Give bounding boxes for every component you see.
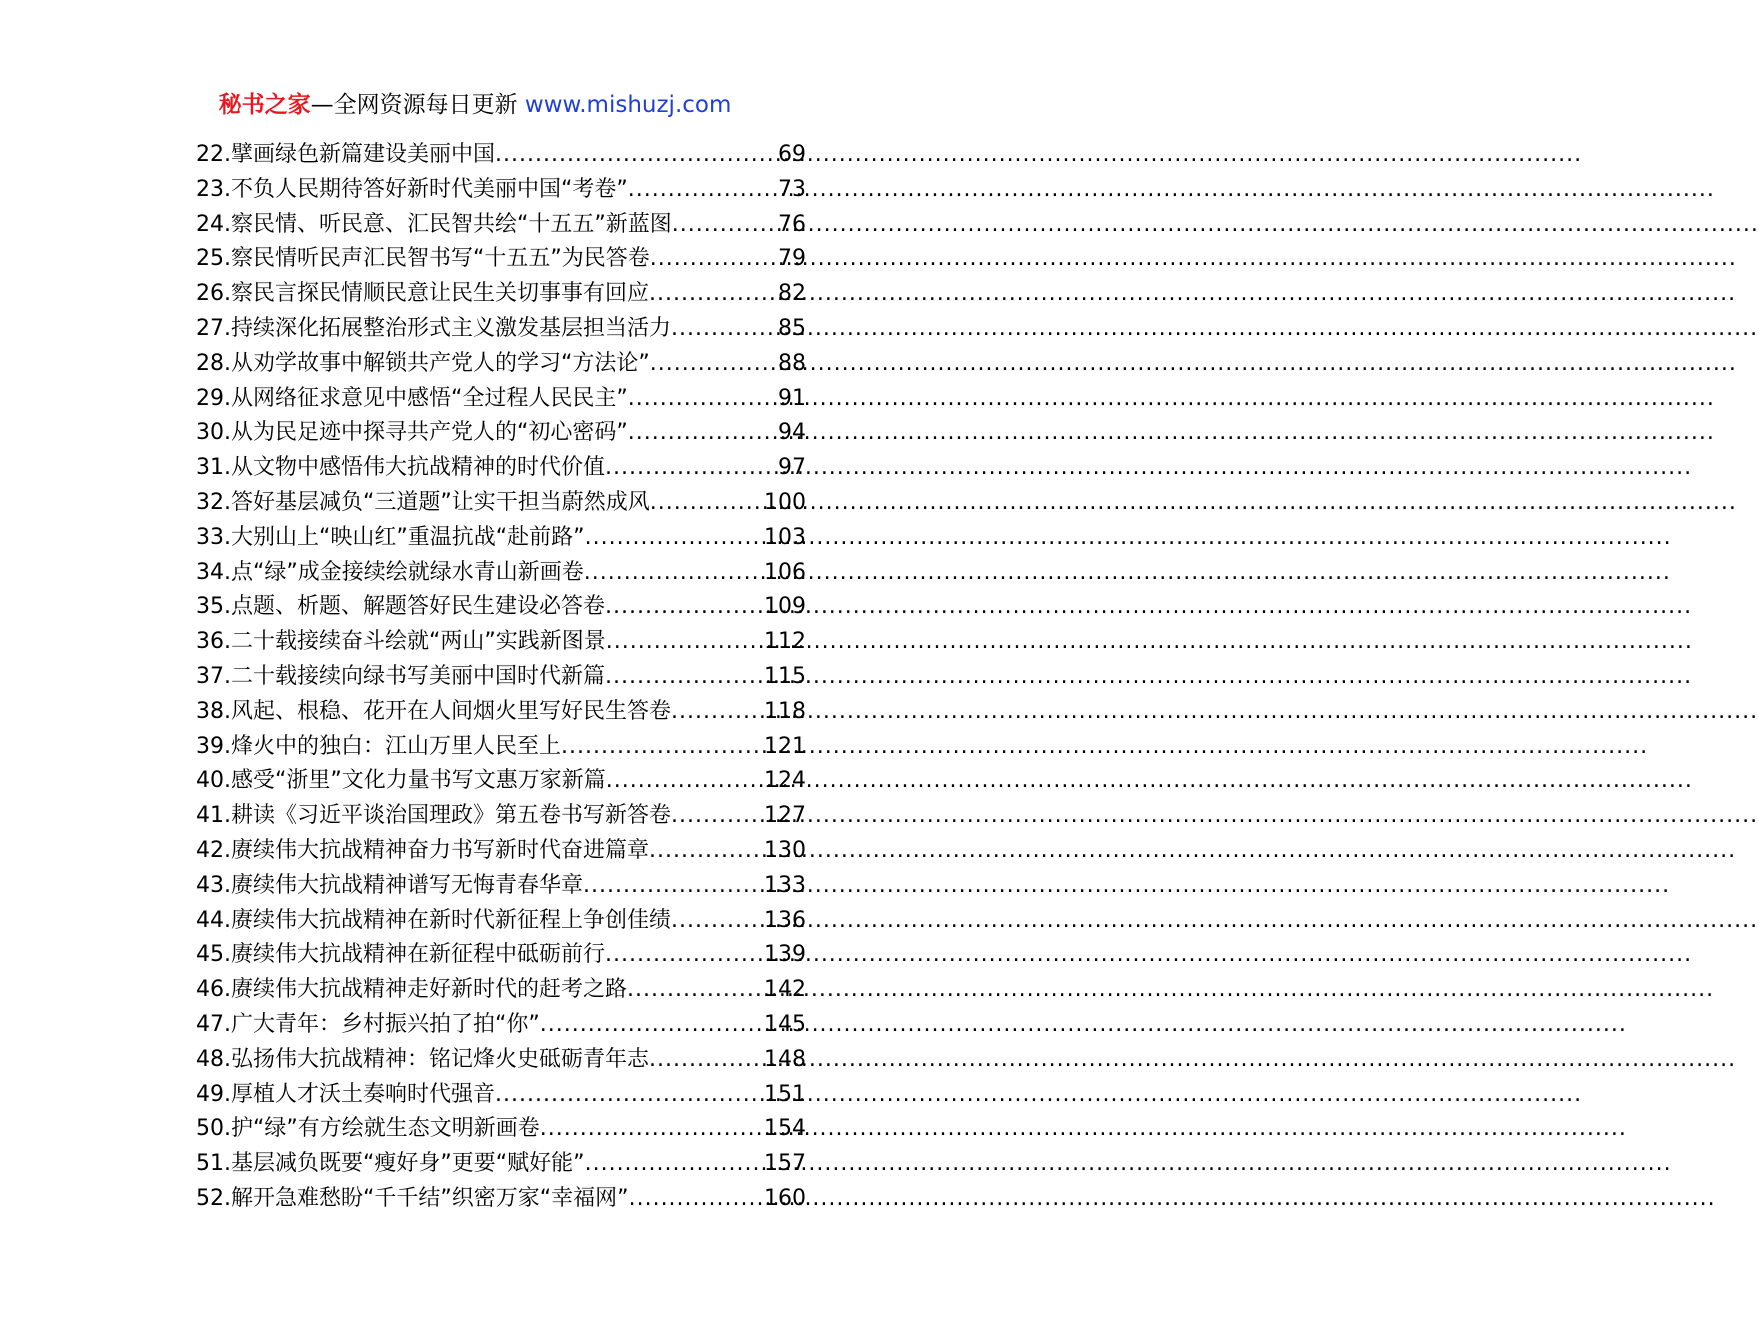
toc-dot-leader bbox=[561, 730, 764, 765]
toc-entry[interactable] bbox=[196, 1008, 806, 1043]
toc-entry-page-number: 82 bbox=[778, 281, 806, 307]
table-of-contents bbox=[196, 138, 806, 1217]
toc-entry[interactable] bbox=[196, 347, 806, 382]
toc-entry-title: 37.二十载接续向绿书写美丽中国时代新篇 bbox=[196, 663, 605, 689]
toc-entry[interactable] bbox=[196, 904, 806, 939]
toc-entry-page-number: 136 bbox=[764, 907, 806, 933]
toc-entry-title: 29.从网络征求意见中感悟“全过程人民民主” bbox=[196, 385, 628, 411]
toc-entry-title: 30.从为民足迹中探寻共产党人的“初心密码” bbox=[196, 420, 628, 446]
toc-entry-title: 51.基层减负既要“瘦好身”更要“赋好能” bbox=[196, 1151, 585, 1177]
toc-entry-title: 41.耕读《习近平谈治国理政》第五卷书写新答卷 bbox=[196, 803, 671, 829]
toc-entry[interactable] bbox=[196, 625, 806, 660]
toc-entry-page-number: 94 bbox=[778, 420, 806, 446]
toc-dot-leader bbox=[671, 695, 764, 730]
toc-entry[interactable] bbox=[196, 277, 806, 312]
toc-entry[interactable] bbox=[196, 1078, 806, 1113]
toc-entry[interactable] bbox=[196, 1182, 806, 1217]
toc-entry-title: 32.答好基层减负“三道题”让实干担当蔚然成风 bbox=[196, 489, 650, 515]
toc-entry-title: 38.风起、根稳、花开在人间烟火里写好民生答卷 bbox=[196, 698, 671, 724]
toc-dot-leader bbox=[583, 869, 764, 904]
toc-dot-leader bbox=[605, 590, 764, 625]
toc-entry[interactable] bbox=[196, 173, 806, 208]
toc-dot-leader bbox=[628, 416, 778, 451]
toc-entry[interactable] bbox=[196, 1147, 806, 1182]
toc-entry[interactable] bbox=[196, 764, 806, 799]
toc-dot-leader bbox=[672, 208, 778, 243]
toc-entry-page-number: 85 bbox=[778, 315, 806, 341]
toc-dot-leader bbox=[585, 1147, 764, 1182]
toc-entry[interactable] bbox=[196, 312, 806, 347]
toc-entry[interactable] bbox=[196, 799, 806, 834]
toc-entry-title: 43.赓续伟大抗战精神谱写无悔青春华章 bbox=[196, 872, 583, 898]
toc-entry[interactable] bbox=[196, 660, 806, 695]
toc-entry-page-number: 115 bbox=[764, 663, 806, 689]
toc-entry[interactable] bbox=[196, 382, 806, 417]
toc-entry[interactable] bbox=[196, 869, 806, 904]
toc-entry[interactable] bbox=[196, 834, 806, 869]
toc-dot-leader bbox=[628, 173, 778, 208]
toc-entry-page-number: 106 bbox=[764, 559, 806, 585]
toc-entry-title: 22.擘画绿色新篇建设美丽中国 bbox=[196, 142, 495, 167]
toc-dot-leader bbox=[649, 277, 778, 312]
toc-entry-title: 48.弘扬伟大抗战精神：铭记烽火史砥砺青年志 bbox=[196, 1046, 649, 1072]
toc-dot-leader bbox=[584, 556, 764, 591]
toc-entry-page-number: 109 bbox=[764, 594, 806, 620]
toc-dot-leader bbox=[540, 1112, 764, 1147]
toc-entry-page-number: 121 bbox=[764, 733, 806, 759]
toc-entry-title: 39.烽火中的独白：江山万里人民至上 bbox=[196, 733, 561, 759]
toc-entry-title: 47.广大青年：乡村振兴拍了拍“你” bbox=[196, 1011, 540, 1037]
toc-entry-title: 23.不负人民期待答好新时代美丽中国“考卷” bbox=[196, 176, 628, 202]
toc-entry-title: 44.赓续伟大抗战精神在新时代新征程上争创佳绩 bbox=[196, 907, 671, 933]
toc-entry[interactable] bbox=[196, 486, 806, 521]
toc-entry-title: 28.从劝学故事中解锁共产党人的学习“方法论” bbox=[196, 350, 650, 376]
toc-dot-leader bbox=[540, 1008, 764, 1043]
toc-dot-leader bbox=[650, 242, 778, 277]
toc-dot-leader bbox=[650, 486, 764, 521]
toc-entry-title: 36.二十载接续奋斗绘就“两山”实践新图景 bbox=[196, 629, 606, 655]
toc-entry-page-number: 151 bbox=[764, 1081, 806, 1107]
toc-dot-leader bbox=[495, 1078, 764, 1113]
toc-entry[interactable] bbox=[196, 695, 806, 730]
toc-entry-page-number: 79 bbox=[778, 246, 806, 272]
toc-entry-page-number: 103 bbox=[764, 524, 806, 550]
toc-entry-page-number: 133 bbox=[764, 872, 806, 898]
toc-entry-page-number: 124 bbox=[764, 768, 806, 794]
toc-dot-leader bbox=[605, 938, 764, 973]
toc-entry-page-number: 148 bbox=[764, 1046, 806, 1072]
toc-entry[interactable] bbox=[196, 451, 806, 486]
toc-entry-page-number: 130 bbox=[764, 837, 806, 863]
toc-dot-leader bbox=[650, 347, 778, 382]
toc-dot-leader bbox=[495, 138, 778, 173]
toc-entry-title: 46.赓续伟大抗战精神走好新时代的赶考之路 bbox=[196, 977, 627, 1003]
toc-entry-title: 35.点题、析题、解题答好民生建设必答卷 bbox=[196, 594, 605, 620]
toc-entry-title: 25.察民情听民声汇民智书写“十五五”为民答卷 bbox=[196, 246, 650, 272]
toc-entry-title: 45.赓续伟大抗战精神在新征程中砥砺前行 bbox=[196, 942, 605, 968]
toc-entry[interactable] bbox=[196, 242, 806, 277]
header-tagline: —全网资源每日更新 bbox=[310, 92, 525, 118]
toc-dot-leader bbox=[585, 521, 764, 556]
toc-entry-title: 40.感受“浙里”文化力量书写文惠万家新篇 bbox=[196, 768, 606, 794]
toc-entry-page-number: 76 bbox=[778, 211, 806, 237]
toc-entry-title: 34.点“绿”成金接续绘就绿水青山新画卷 bbox=[196, 559, 584, 585]
toc-dot-leader bbox=[671, 312, 778, 347]
toc-entry-page-number: 69 bbox=[778, 142, 806, 167]
toc-entry-page-number: 118 bbox=[764, 698, 806, 724]
toc-entry-title: 31.从文物中感悟伟大抗战精神的时代价值 bbox=[196, 455, 605, 481]
toc-entry-page-number: 91 bbox=[778, 385, 806, 411]
toc-entry[interactable] bbox=[196, 973, 806, 1008]
toc-entry-page-number: 160 bbox=[764, 1185, 806, 1211]
toc-entry-page-number: 97 bbox=[778, 455, 806, 481]
toc-entry-page-number: 73 bbox=[778, 176, 806, 202]
toc-dot-leader bbox=[627, 973, 764, 1008]
toc-entry[interactable] bbox=[196, 556, 806, 591]
page-header bbox=[0, 88, 950, 122]
toc-entry-title: 26.察民言探民情顺民意让民生关切事事有回应 bbox=[196, 281, 649, 307]
toc-entry[interactable] bbox=[196, 1043, 806, 1078]
toc-entry-page-number: 154 bbox=[764, 1116, 806, 1142]
toc-dot-leader bbox=[649, 834, 764, 869]
toc-dot-leader bbox=[671, 799, 764, 834]
toc-entry[interactable] bbox=[196, 590, 806, 625]
toc-dot-leader bbox=[671, 904, 764, 939]
brand-name: 秘书之家 bbox=[218, 92, 311, 118]
toc-entry-page-number: 127 bbox=[764, 803, 806, 829]
toc-entry[interactable] bbox=[196, 1112, 806, 1147]
site-url-link[interactable]: www.mishuzj.com bbox=[524, 92, 732, 118]
toc-dot-leader bbox=[606, 625, 764, 660]
toc-entry[interactable] bbox=[196, 138, 806, 173]
toc-entry[interactable] bbox=[196, 416, 806, 451]
toc-entry[interactable] bbox=[196, 730, 806, 765]
toc-entry-title: 24.察民情、听民意、汇民智共绘“十五五”新蓝图 bbox=[196, 211, 672, 237]
toc-dot-leader bbox=[605, 451, 778, 486]
toc-entry-title: 49.厚植人才沃土奏响时代强音 bbox=[196, 1081, 495, 1107]
toc-entry-page-number: 157 bbox=[764, 1151, 806, 1177]
toc-entry-page-number: 100 bbox=[764, 489, 806, 515]
toc-dot-leader bbox=[606, 764, 764, 799]
toc-entry-page-number: 142 bbox=[764, 977, 806, 1003]
toc-entry-page-number: 112 bbox=[764, 629, 806, 655]
toc-entry-title: 27.持续深化拓展整治形式主义激发基层担当活力 bbox=[196, 315, 671, 341]
toc-entry-title: 52.解开急难愁盼“千千结”织密万家“幸福网” bbox=[196, 1185, 629, 1211]
toc-entry[interactable] bbox=[196, 938, 806, 973]
toc-entry[interactable] bbox=[196, 521, 806, 556]
toc-dot-leader bbox=[649, 1043, 764, 1078]
toc-entry-title: 42.赓续伟大抗战精神奋力书写新时代奋进篇章 bbox=[196, 837, 649, 863]
toc-dot-leader bbox=[629, 1182, 764, 1217]
toc-dot-leader bbox=[628, 382, 778, 417]
toc-entry-title: 50.护“绿”有方绘就生态文明新画卷 bbox=[196, 1116, 540, 1142]
toc-dot-leader bbox=[605, 660, 764, 695]
toc-entry-page-number: 139 bbox=[764, 942, 806, 968]
toc-entry-title: 33.大别山上“映山红”重温抗战“赴前路” bbox=[196, 524, 585, 550]
toc-entry[interactable] bbox=[196, 208, 806, 243]
toc-entry-page-number: 145 bbox=[764, 1011, 806, 1037]
toc-entry-page-number: 88 bbox=[778, 350, 806, 376]
